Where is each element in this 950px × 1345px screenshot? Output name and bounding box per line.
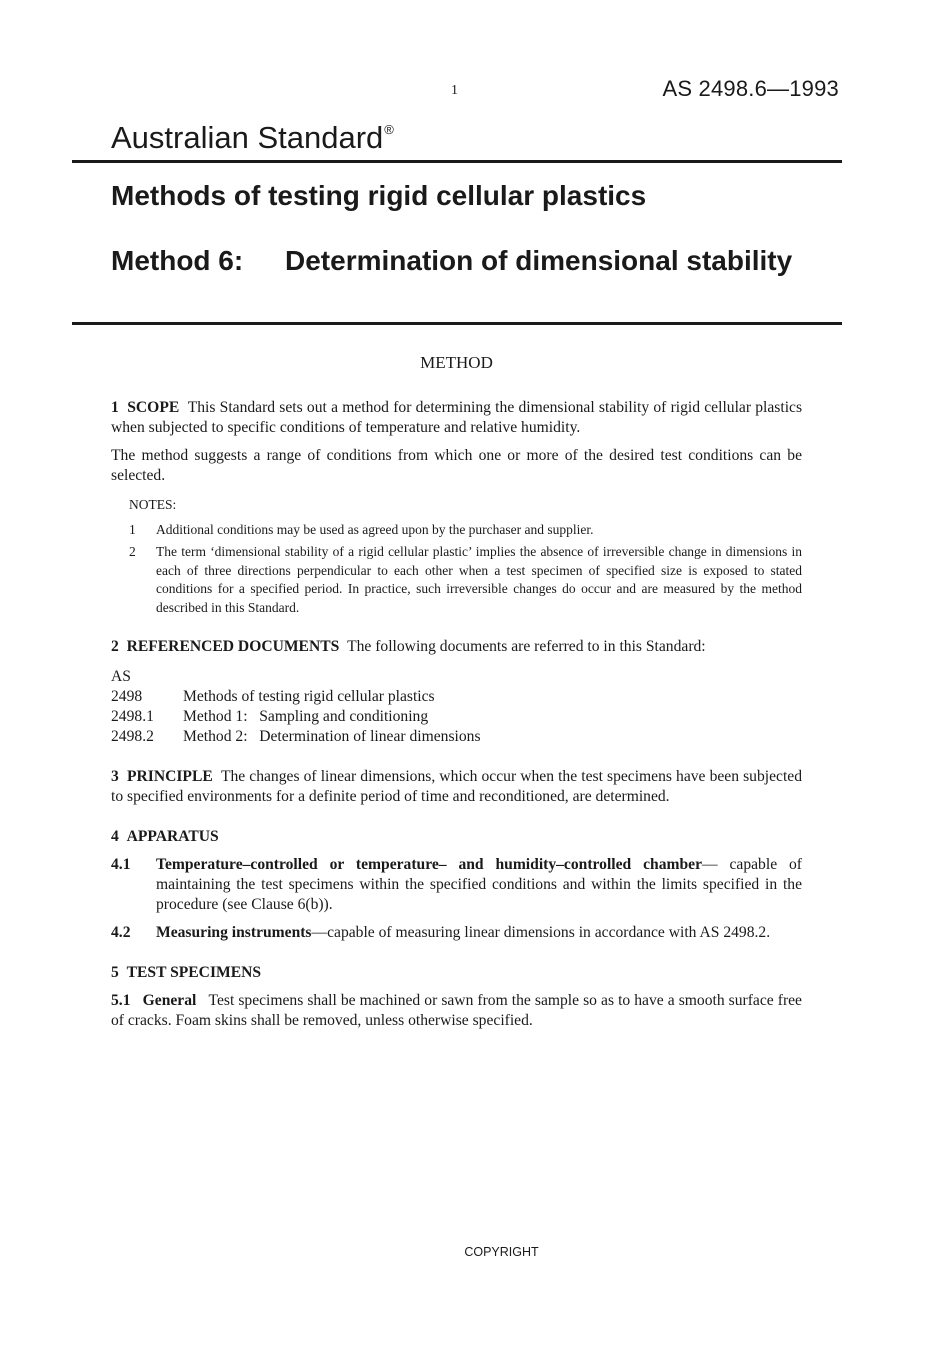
scope-text: This Standard sets out a method for determining the dimensional stability of rigid cellular plastics when subjected to specific conditions of temperature and relative humidity. <box>111 399 803 436</box>
references-number: 2 <box>111 638 119 655</box>
method-title <box>111 244 811 277</box>
principle-text: The changes of linear dimensions, which occur when the test specimens have been subjected to specified environments for a definite period of time and reconditioned, are determined. <box>111 768 802 805</box>
note-text: Additional conditions may be used as agreed upon by the purchaser and supplier. <box>156 521 594 537</box>
copyright-footer: COPYRIGHT <box>464 1245 539 1259</box>
principle-paragraph <box>111 767 802 807</box>
page-number: 1 <box>451 83 458 98</box>
references-heading: REFERENCED DOCUMENTS <box>126 638 340 655</box>
references-section <box>111 637 802 747</box>
specimens-number: 5 <box>111 964 119 981</box>
reference-prefix: AS <box>111 668 131 685</box>
method-name: Determination of dimensional stability <box>285 245 793 276</box>
reference-number: 2498.1 <box>111 708 154 725</box>
scope-section <box>111 398 802 617</box>
section-heading: METHOD <box>420 353 493 372</box>
clause-text: —capable of measuring linear dimensions in accordance with AS 2498.2. <box>311 924 771 941</box>
top-rule <box>72 160 842 163</box>
clause-number: 4.2 <box>111 924 131 941</box>
note-number: 1 <box>129 521 136 537</box>
specimens-heading: TEST SPECIMENS <box>126 964 262 981</box>
reference-title: Method 1: Sampling and conditioning <box>183 708 429 725</box>
clause-term: Measuring instruments <box>156 924 312 941</box>
reference-number: 2498.2 <box>111 728 154 745</box>
principle-heading: PRINCIPLE <box>126 768 213 785</box>
scope-heading: SCOPE <box>127 399 180 416</box>
specimens-heading-line <box>111 963 802 983</box>
method-number: Method 6: <box>111 245 244 276</box>
principle-number: 3 <box>111 768 119 785</box>
registered-mark: ® <box>384 122 394 137</box>
subclause-heading: General <box>142 992 197 1009</box>
series-title: Methods of testing rigid cellular plastics <box>111 180 647 211</box>
reference-row <box>111 707 802 727</box>
references-paragraph <box>111 637 802 657</box>
note-text: The term ‘dimensional stability of a rigid cellular plastic’ implies the absence of irreversible change in dimensions in each of three directions perpendicular to each other when a test specimen of specified size is exposed to stated conditions for a specified period. In practice, such irreversible changes do occur and are measured by the method described in this Standard. <box>156 544 802 615</box>
note-number: 2 <box>129 544 136 559</box>
notes-label: NOTES: <box>129 497 177 512</box>
specimens-general-paragraph <box>111 991 802 1031</box>
references-text: The following documents are referred to in this Standard: <box>347 638 706 655</box>
reference-list <box>111 667 802 747</box>
brand-title <box>111 120 394 156</box>
note-item <box>129 543 802 617</box>
clause-number: 4.1 <box>111 856 131 873</box>
subclause-number: 5.1 <box>111 992 131 1009</box>
reference-title: Method 2: Determination of linear dimensions <box>183 728 481 745</box>
apparatus-clause <box>111 855 802 915</box>
clause-body <box>156 855 802 915</box>
scope-number: 1 <box>111 399 119 416</box>
specimens-section <box>111 963 802 1031</box>
brand-name: Australian Standard <box>111 120 384 155</box>
apparatus-section <box>111 827 802 943</box>
document-body <box>111 353 802 1031</box>
reference-number: 2498 <box>111 688 143 705</box>
clause-term: Temperature–controlled or temperature– and humidity–controlled chamber <box>156 856 703 873</box>
apparatus-heading-line <box>111 827 802 847</box>
apparatus-number: 4 <box>111 828 119 845</box>
clause-text: — capable of maintaining the test specimens within the specified conditions and within the limits specified in the procedure (see Clause 6(b)). <box>156 856 802 913</box>
subclause-text: Test specimens shall be machined or sawn from the sample so as to have a smooth surface free of cracks. Foam skins shall be removed, unless otherwise specified. <box>111 992 802 1029</box>
scope-paragraph-2: The method suggests a range of conditions from which one or more of the desired test conditions can be selected. <box>111 447 802 484</box>
scope-notes <box>129 496 802 617</box>
clause-body <box>156 923 802 943</box>
scope-paragraph <box>111 398 802 438</box>
apparatus-heading: APPARATUS <box>126 828 219 845</box>
bottom-rule <box>72 322 842 325</box>
apparatus-clause <box>111 923 802 943</box>
principle-section <box>111 767 802 807</box>
note-item <box>129 521 802 540</box>
document-code: AS 2498.6—1993 <box>662 76 839 101</box>
reference-title: Methods of testing rigid cellular plastics <box>183 688 435 705</box>
reference-row <box>111 687 802 707</box>
reference-row <box>111 727 802 747</box>
